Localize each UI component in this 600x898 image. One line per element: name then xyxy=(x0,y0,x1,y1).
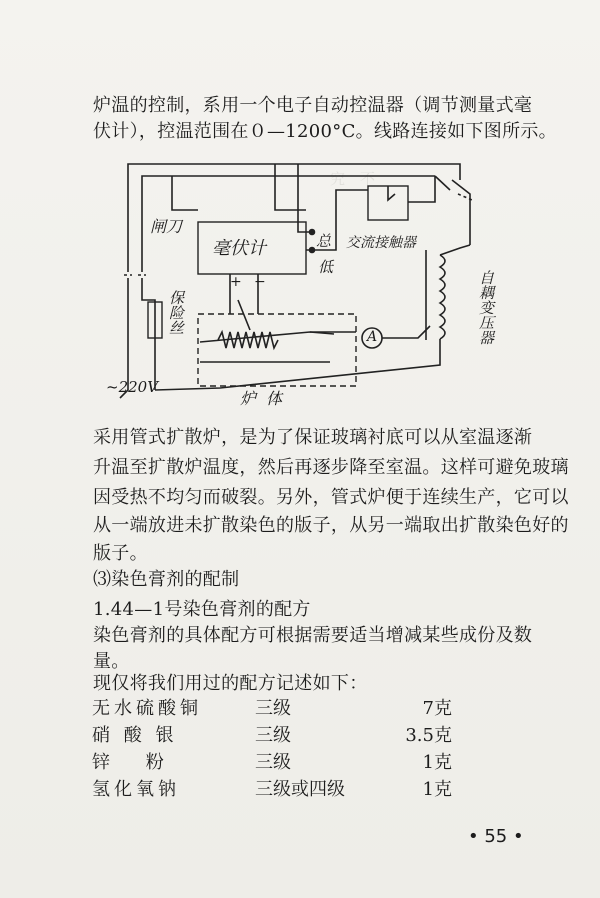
recipe-intro: 现仅将我们用过的配方记述如下： xyxy=(93,673,368,694)
millivoltmeter-minus: − xyxy=(254,274,266,290)
ingredient-amount: 1克 xyxy=(422,779,452,800)
recipe-table xyxy=(92,695,452,803)
ingredient-grade: 三级 xyxy=(255,752,291,773)
paragraph-line: 炉温的控制，系用一个电子自动控温器（调节测量式毫 xyxy=(93,95,533,116)
transformer-label: 自耦变压器 xyxy=(477,270,495,345)
recipe-row xyxy=(92,776,452,803)
paragraph-line: 采用管式扩散炉，是为了保证玻璃衬底可以从室温逐渐 xyxy=(93,427,533,448)
low-contact-label: 低 xyxy=(318,258,334,276)
ingredient-name: 硝 酸 银 xyxy=(92,725,178,746)
contactor-label: 交流接触器 xyxy=(346,235,416,251)
ammeter-label: A xyxy=(367,329,378,345)
ingredient-grade: 三级或四级 xyxy=(255,779,345,800)
paragraph-line: 染色膏剂的具体配方可根据需要适当增减某些成份及数 xyxy=(93,625,533,646)
high-contact-label: 总 xyxy=(316,232,332,250)
millivoltmeter-plus: + xyxy=(230,274,242,290)
ingredient-amount: 1克 xyxy=(422,752,452,773)
paragraph-line: 因受热不均匀而破裂。另外，管式炉便于连续生产，它可以 xyxy=(93,487,569,508)
ingredient-name: 无水硫酸铜 xyxy=(92,698,202,719)
ingredient-name: 锌 粉 xyxy=(92,752,168,773)
recipe-row xyxy=(92,722,452,749)
furnace-label: 炉体 xyxy=(240,389,293,408)
paragraph-line: 从一端放进未扩散染色的版子，从另一端取出扩散染色好的 xyxy=(93,515,569,536)
ingredient-amount: 3.5克 xyxy=(405,725,452,746)
paragraph-line: 伏计），控温范围在０—1200°C。线路连接如下图所示。 xyxy=(93,121,557,142)
page-number: • 55 • xyxy=(468,826,524,847)
recipe-row xyxy=(92,749,452,776)
paragraph-line: 升温至扩散炉温度，然后再逐步降至室温。这样可避免玻璃 xyxy=(93,457,569,478)
section-heading: ⑶染色膏剂的配制 xyxy=(93,569,240,590)
millivoltmeter-label: 毫伏计 xyxy=(212,238,266,259)
supply-voltage-label: ~220V xyxy=(106,378,159,396)
ingredient-grade: 三级 xyxy=(255,698,291,719)
ingredient-name: 氢化氧钠 xyxy=(92,779,180,800)
paragraph-line: 量。 xyxy=(93,651,130,672)
ingredient-grade: 三级 xyxy=(255,725,291,746)
ingredient-amount: 7克 xyxy=(422,698,452,719)
fuse-label: 保险丝 xyxy=(167,290,185,335)
switch-label: 闸刀 xyxy=(150,217,183,236)
circuit-diagram xyxy=(100,150,520,408)
paragraph-line: 版子。 xyxy=(93,543,148,564)
section-subheading: 1.44—1号染色膏剂的配方 xyxy=(93,599,311,620)
bleed-through-text: 究 不 xyxy=(330,170,376,188)
recipe-row xyxy=(92,695,452,722)
